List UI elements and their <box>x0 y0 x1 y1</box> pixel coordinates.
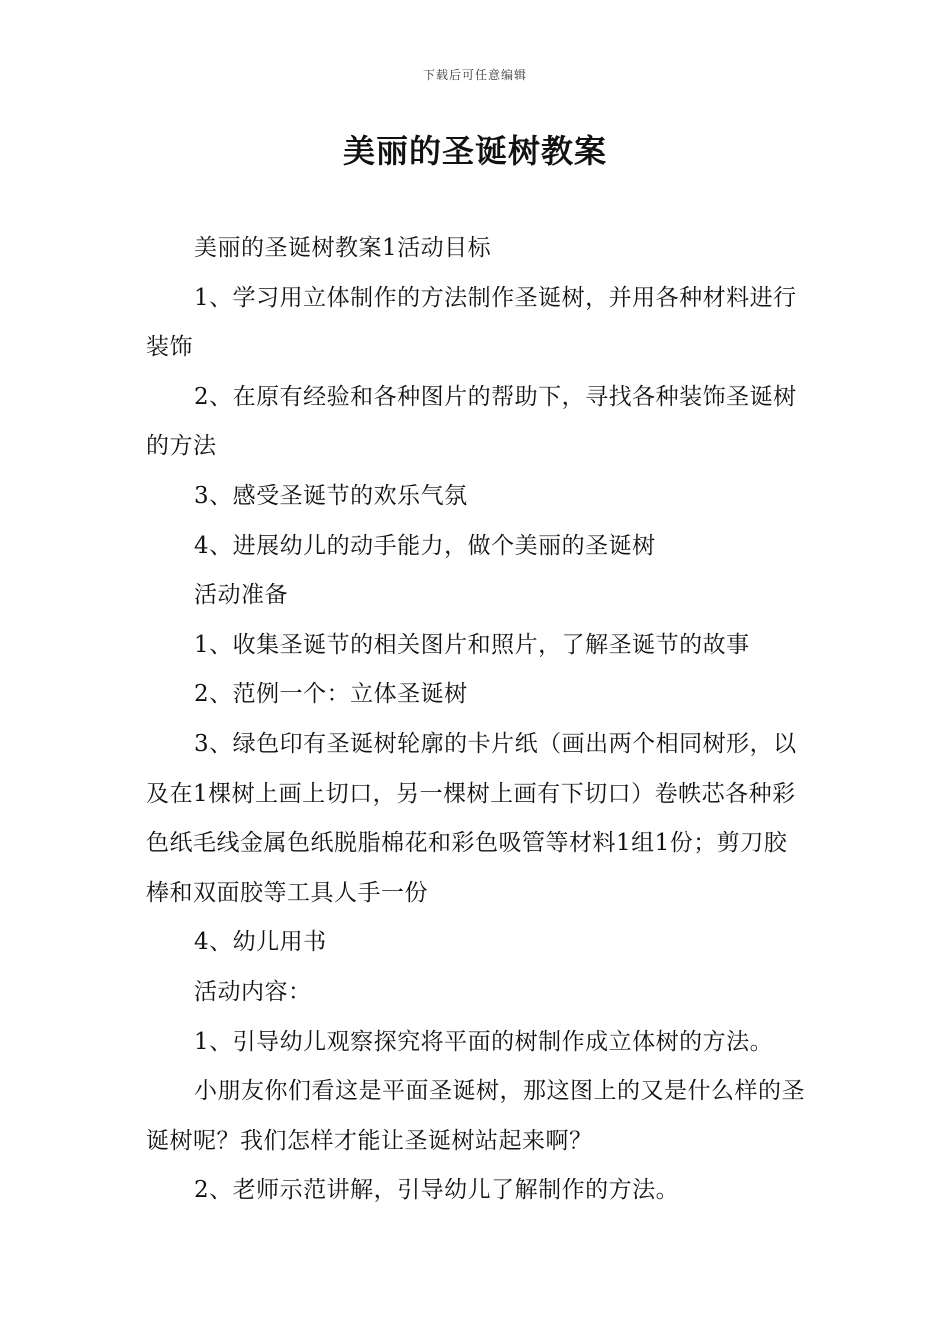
document-body <box>146 224 808 1216</box>
paragraph: 3、绿色印有圣诞树轮廓的卡片纸（画出两个相同树形，以及在1棵树上画上切口，另一棵树上画有下切口）卷帙芯各种彩色纸毛线金属色纸脱脂棉花和彩色吸管等材料1组1份；剪刀胶棒和双面胶等工具人手一份 <box>146 730 797 906</box>
paragraph: 活动内容： <box>194 978 312 1005</box>
document-title: 美丽的圣诞树教案 <box>342 132 607 170</box>
header-note: 下载后可任意编辑 <box>422 68 527 82</box>
paragraph: 美丽的圣诞树教案1活动目标 <box>194 235 492 261</box>
paragraph: 2、老师示范讲解，引导幼儿了解制作的方法。 <box>194 1177 680 1204</box>
paragraph: 活动准备 <box>194 582 288 609</box>
paragraph: 1、收集圣诞节的相关图片和照片，了解圣诞节的故事 <box>194 631 750 658</box>
paragraph: 小朋友你们看这是平面圣诞树，那这图上的又是什么样的圣诞树呢？我们怎样才能让圣诞树站起来啊？ <box>146 1078 805 1154</box>
paragraph: 1、引导幼儿观察探究将平面的树制作成立体树的方法。 <box>194 1028 774 1055</box>
paragraph: 2、在原有经验和各种图片的帮助下，寻找各种装饰圣诞树的方法 <box>146 383 797 460</box>
paragraph: 1、学习用立体制作的方法制作圣诞树，并用各种材料进行装饰 <box>146 284 797 361</box>
paragraph: 2、范例一个：立体圣诞树 <box>194 681 468 708</box>
paragraph: 3、感受圣诞节的欢乐气氛 <box>194 482 468 509</box>
paragraph: 4、幼儿用书 <box>194 929 327 956</box>
paragraph: 4、进展幼儿的动手能力，做个美丽的圣诞树 <box>194 532 656 559</box>
